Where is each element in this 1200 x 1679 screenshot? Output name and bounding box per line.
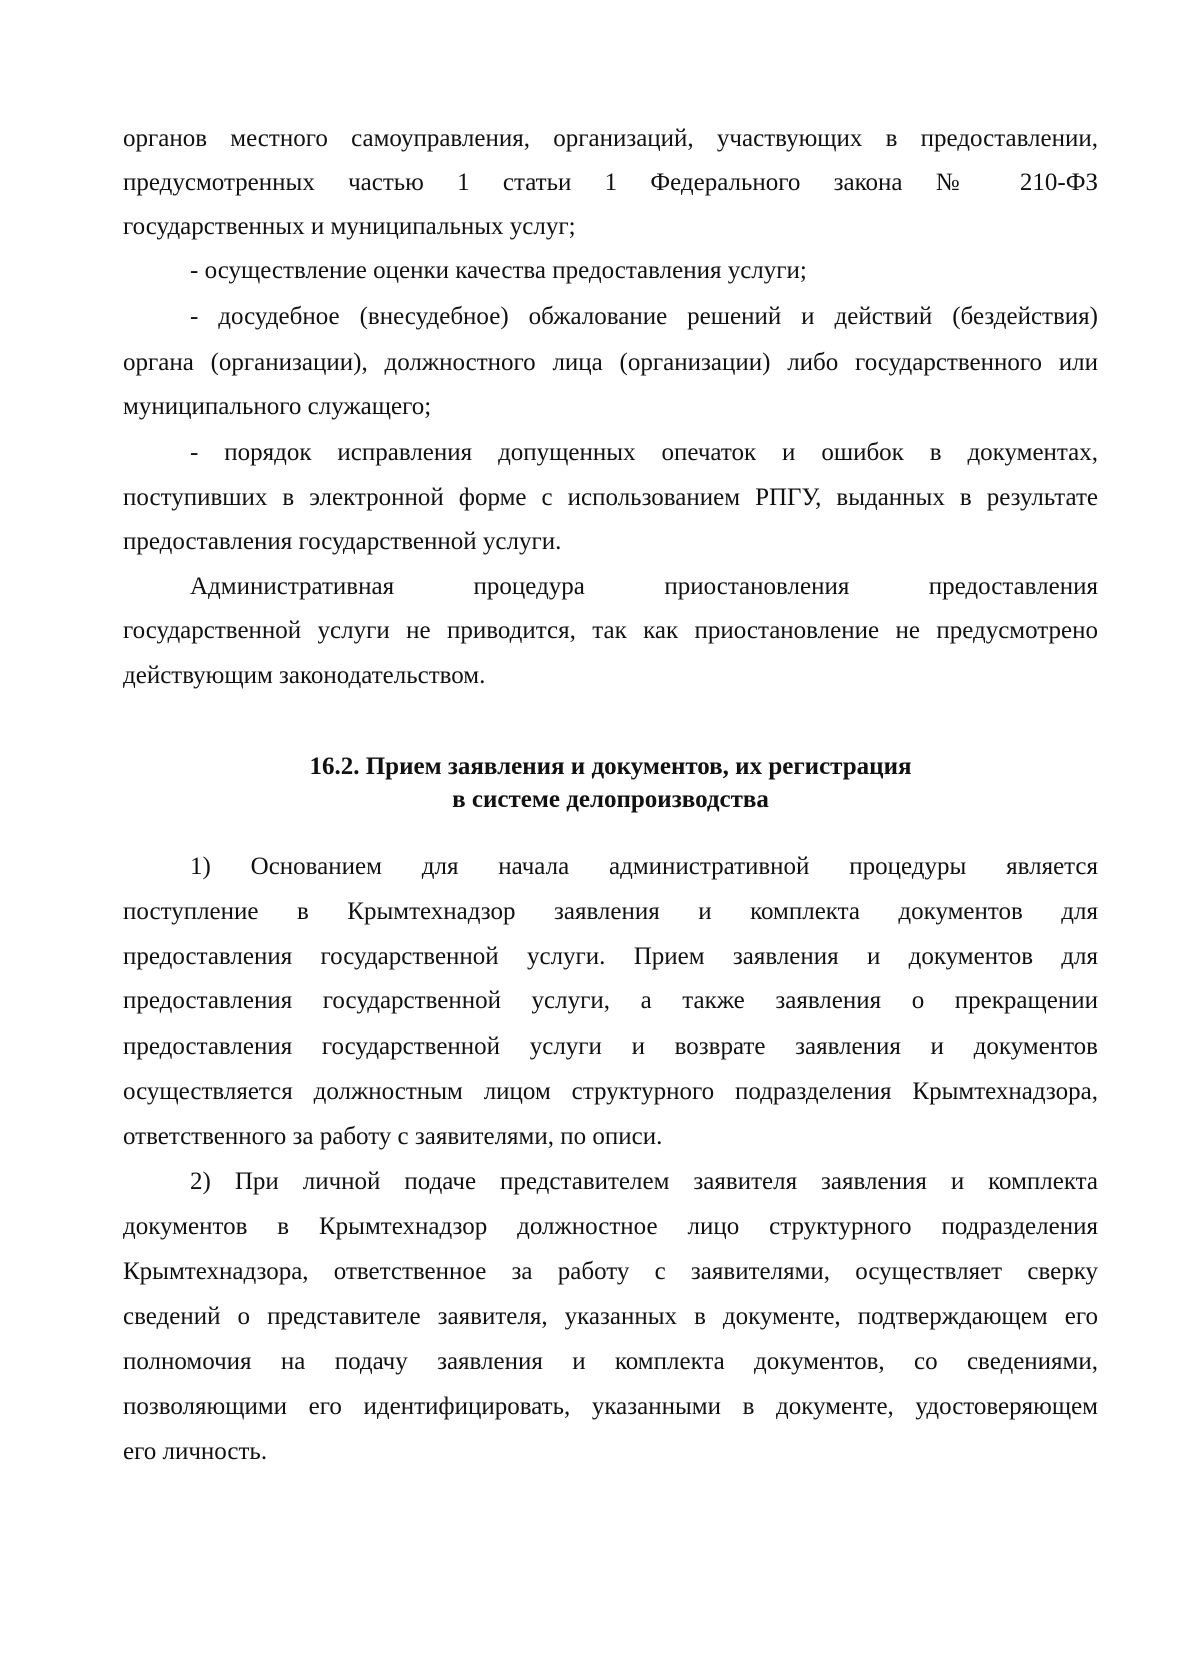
section-heading: 16.2. Прием заявления и документов, их регистрация bbox=[309, 753, 912, 780]
text-line: предоставления государственной услуги. Прием заявления и документов для bbox=[123, 943, 1098, 970]
text-line: 1) Основанием для начала административной процедуры является bbox=[190, 853, 1098, 880]
text-line: государственных и муниципальных услуг; bbox=[123, 213, 576, 240]
text-line: позволяющими его идентифицировать, указанными в документе, удостоверяющем bbox=[123, 1393, 1098, 1420]
text-line: документов в Крымтехнадзор должностное лицо структурного подразделения bbox=[123, 1213, 1098, 1240]
text-line: полномочия на подачу заявления и комплекта документов, со сведениями, bbox=[123, 1348, 1098, 1375]
text-line: Крымтехнадзора, ответственное за работу с заявителями, осуществляет сверку bbox=[123, 1258, 1098, 1285]
text-line: ответственного за работу с заявителями, по описи. bbox=[123, 1123, 663, 1150]
text-line: государственной услуги не приводится, так как приостановление не предусмотрено bbox=[123, 617, 1098, 644]
text-line: муниципального служащего; bbox=[123, 393, 432, 420]
text-line: органов местного самоуправления, организаций, участвующих в предоставлении, bbox=[123, 125, 1098, 152]
text-line: поступление в Крымтехнадзор заявления и комплекта документов для bbox=[123, 898, 1098, 925]
text-line: его личность. bbox=[123, 1438, 268, 1465]
text-line: действующим законодательством. bbox=[123, 662, 486, 689]
text-line: - досудебное (внесудебное) обжалование решений и действий (бездействия) bbox=[190, 303, 1098, 330]
text-line: предоставления государственной услуги, а также заявления о прекращении bbox=[123, 987, 1098, 1014]
text-line: - порядок исправления допущенных опечаток и ошибок в документах, bbox=[190, 439, 1098, 466]
text-line: предоставления государственной услуги и возврате заявления и документов bbox=[123, 1033, 1098, 1060]
text-line: Административная процедура приостановления предоставления bbox=[190, 573, 1098, 600]
text-line: органа (организации), должностного лица (организации) либо государственного или bbox=[123, 349, 1098, 376]
text-line: - осуществление оценки качества предоставления услуги; bbox=[190, 257, 807, 284]
section-heading-line2: в системе делопроизводства bbox=[452, 786, 769, 813]
text-line: предоставления государственной услуги. bbox=[123, 528, 562, 555]
text-line: поступивших в электронной форме с использованием РПГУ, выданных в результате bbox=[123, 484, 1098, 511]
text-line: осуществляется должностным лицом структурного подразделения Крымтехнадзора, bbox=[123, 1078, 1098, 1105]
text-line: предусмотренных частью 1 статьи 1 Федерального закона № 210-ФЗ bbox=[123, 169, 1098, 196]
text-line: 2) При личной подаче представителем заявителя заявления и комплекта bbox=[190, 1168, 1098, 1195]
text-line: сведений о представителе заявителя, указанных в документе, подтверждающем его bbox=[123, 1303, 1098, 1330]
